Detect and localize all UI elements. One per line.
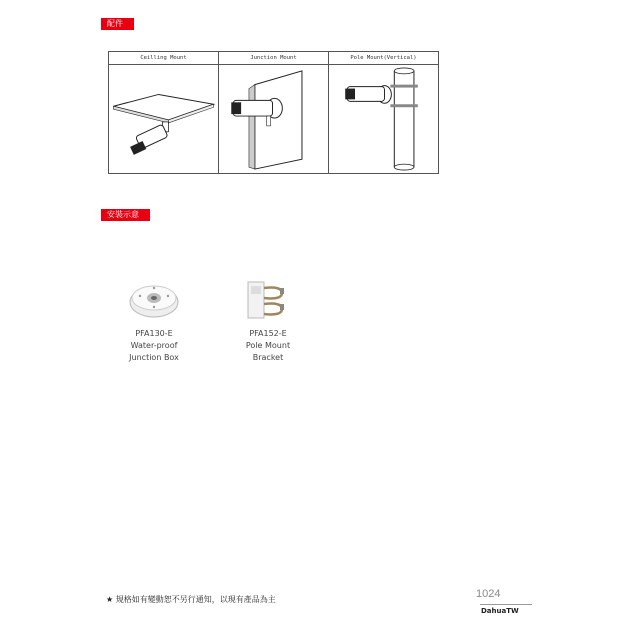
- junction-mount-illustration-icon: [219, 65, 328, 173]
- product-model: PFA152-E: [249, 329, 287, 338]
- mount-label-junction: Junction Mount: [219, 52, 328, 65]
- product-model: PFA130-E: [135, 329, 173, 338]
- disclaimer-note: ★ 規格如有變動恕不另行通知，以現有產品為主: [106, 595, 276, 604]
- product-desc-line1: Pole Mount: [245, 341, 291, 350]
- pole-mount-illustration-icon: [329, 65, 438, 173]
- mount-cell-ceiling: [109, 52, 218, 173]
- page-number: 1024: [476, 588, 501, 600]
- pole-bracket-photo-icon: [232, 276, 304, 324]
- mount-label-ceiling: Ceilling Mount: [109, 52, 218, 65]
- product-desc-line2: Bracket: [252, 353, 284, 362]
- junction-box-photo-icon: [118, 276, 190, 324]
- mount-cell-pole: [328, 52, 438, 173]
- mount-options-table: [108, 51, 439, 174]
- product-junction-box: [118, 276, 190, 364]
- product-desc-line1: Water-proof: [130, 341, 178, 350]
- brand-name: DahuaTW: [481, 607, 519, 615]
- install-section-label: 安裝示意圖: [101, 209, 150, 221]
- accessories-section-label: 配件: [101, 18, 134, 30]
- product-pole-bracket: [232, 276, 304, 364]
- product-desc-line2: Junction Box: [129, 353, 179, 362]
- ceiling-mount-illustration-icon: [109, 65, 218, 173]
- mount-cell-junction: [218, 52, 328, 173]
- mount-label-pole: Pole Mount(Vertical): [329, 52, 438, 65]
- footer-divider: [480, 604, 532, 605]
